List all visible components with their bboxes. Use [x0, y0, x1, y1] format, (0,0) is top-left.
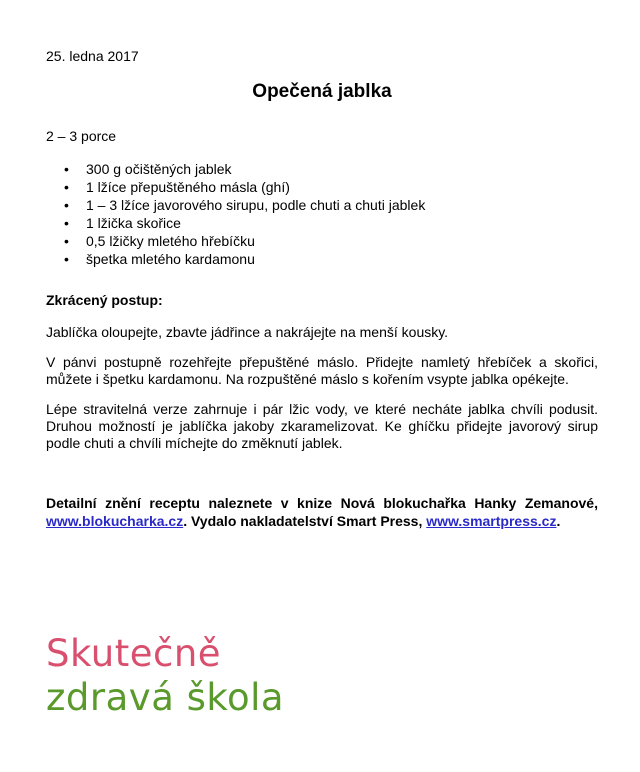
list-item: • 0,5 lžičky mletého hřebíčku	[46, 232, 425, 250]
step-paragraph: V pánvi postupně rozehřejte přepuštěné máslo. Přidejte namletý hřebíček a skořici, můžete i špetku kardamonu. Na rozpuštěné máslo s kořením vsypte jablka opékejte.	[46, 354, 598, 387]
publisher-text: . Vydalo nakladatelství Smart Press,	[183, 513, 427, 529]
list-item: • 300 g očištěných jablek	[46, 160, 425, 178]
document-date: 25. ledna 2017	[46, 48, 139, 64]
smartpress-link[interactable]: www.smartpress.cz	[426, 513, 557, 529]
footer-end: .	[556, 513, 561, 529]
logo	[46, 632, 284, 720]
method-heading: Zkrácený postup:	[46, 292, 163, 308]
portions: 2 – 3 porce	[46, 128, 117, 144]
logo-line-2: zdravá škola	[46, 676, 285, 719]
book-reference-text: Detailní znění receptu naleznete v knize Nová blokuchařka Hanky Zemanové,	[46, 495, 598, 511]
blokucharka-link[interactable]: www.blokucharka.cz	[46, 513, 184, 529]
list-item: • 1 lžička skořice	[46, 214, 425, 232]
recipe-title: Opečená jablka	[252, 81, 392, 102]
ingredients-list	[46, 160, 425, 268]
logo-line-1: Skutečně	[46, 632, 222, 675]
list-item: • 1 lžíce přepuštěného másla (ghí)	[46, 178, 425, 196]
step-paragraph: Jablíčka oloupejte, zbavte jádřince a nakrájejte na menší kousky.	[46, 324, 449, 340]
book-reference	[46, 494, 598, 530]
list-item: • špetka mletého kardamonu	[46, 250, 425, 268]
step-paragraph: Lépe stravitelná verze zahrnuje i pár lžic vody, ve které necháte jablka chvíli podusit. Druhou možností je jablíčka jakoby zkaramelizovat. Ke ghíčku přidejte javorový sirup podle chuti a chvíli míchejte do změknutí jablek.	[46, 401, 598, 451]
list-item: • 1 – 3 lžíce javorového sirupu, podle chuti a chuti jablek	[46, 196, 425, 214]
